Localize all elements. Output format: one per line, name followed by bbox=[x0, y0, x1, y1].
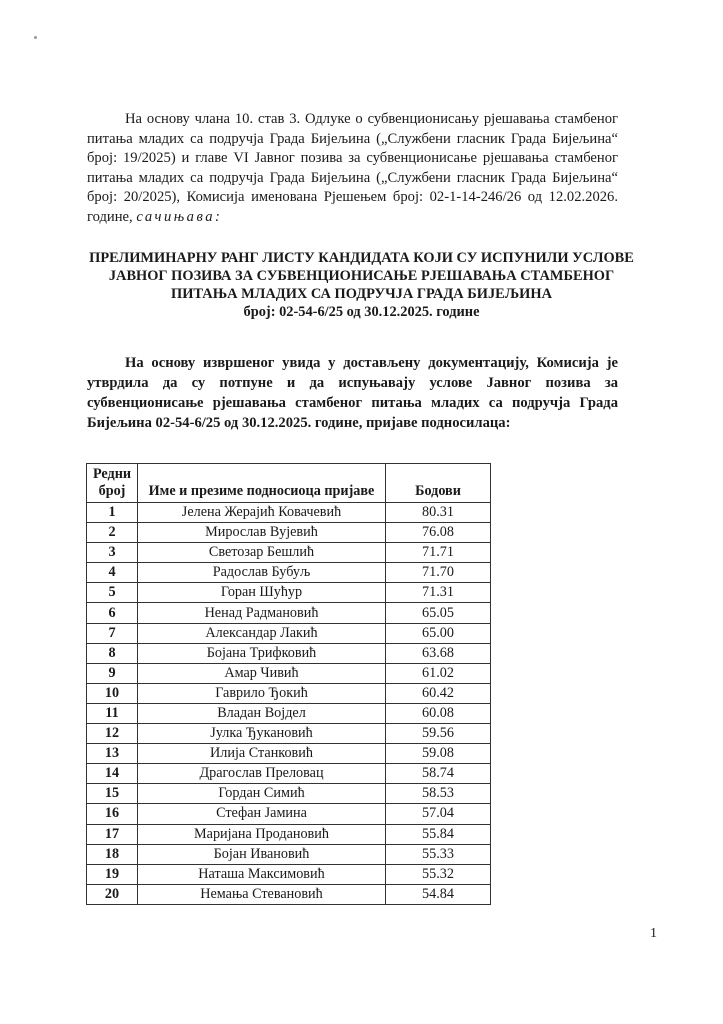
table-row bbox=[87, 583, 491, 603]
points-cell: 71.71 bbox=[386, 543, 491, 563]
rank-cell: 3 bbox=[87, 543, 138, 563]
name-cell: Јулка Ђукановић bbox=[138, 724, 386, 744]
name-cell: Гаврило Ђокић bbox=[138, 683, 386, 703]
points-cell: 59.08 bbox=[386, 744, 491, 764]
intro-text: На основу члана 10. став 3. Одлуке о субвенционисању рјешавања стамбеног питања младих са подручја Града Бијељина („Службени гласник Града Бијељина“ број: 19/2025) и главе VI Јавног позива за субвенционисање рјешавања стамбеног питања младих са подручја Града Бијељина („Службени гласник Града Бијељина“ број: 20/2025), Комисија именована Рјешењем број: 02-1-14-246/26 од 12.02.2026. године, bbox=[87, 111, 618, 225]
name-cell: Владан Војдел bbox=[138, 703, 386, 723]
points-cell: 71.31 bbox=[386, 583, 491, 603]
rank-cell: 11 bbox=[87, 703, 138, 723]
scan-speck bbox=[34, 36, 37, 39]
name-cell: Наташа Максимовић bbox=[138, 864, 386, 884]
table-row bbox=[87, 764, 491, 784]
points-cell: 54.84 bbox=[386, 884, 491, 904]
title-line-2: ЈАВНОГ ПОЗИВА ЗА СУБВЕНЦИОНИСАЊЕ РЈЕШАВАЊА СТАМБЕНОГ bbox=[108, 268, 615, 284]
rank-cell: 9 bbox=[87, 663, 138, 683]
table-row bbox=[87, 623, 491, 643]
header-rank-line-1: Редни bbox=[92, 466, 132, 482]
finding-paragraph: На основу извршеног увида у достављену документацију, Комисија је утврдила да су потпуне и да испуњавају услове Јавног позива за субвенционисање рјешавања стамбеног питања младих са подручја Града Бијељина 02-54-6/25 од 30.12.2025. године, пријаве подносилаца: bbox=[87, 355, 618, 431]
rank-cell: 5 bbox=[87, 583, 138, 603]
intro-spaced-word: сачињава: bbox=[136, 208, 223, 225]
rank-cell: 15 bbox=[87, 784, 138, 804]
header-points: Бодови bbox=[386, 464, 491, 503]
header-rank bbox=[87, 464, 138, 503]
points-cell: 76.08 bbox=[386, 523, 491, 543]
points-cell: 59.56 bbox=[386, 724, 491, 744]
name-cell: Александар Лакић bbox=[138, 623, 386, 643]
name-cell: Гордан Симић bbox=[138, 784, 386, 804]
name-cell: Бојан Ивановић bbox=[138, 844, 386, 864]
points-cell: 61.02 bbox=[386, 663, 491, 683]
points-cell: 58.53 bbox=[386, 784, 491, 804]
header-name: Име и презиме подносиоца пријаве bbox=[138, 464, 386, 503]
points-cell: 71.70 bbox=[386, 563, 491, 583]
rank-cell: 8 bbox=[87, 643, 138, 663]
points-cell: 63.68 bbox=[386, 643, 491, 663]
page-number: 1 bbox=[650, 926, 657, 941]
points-cell: 60.08 bbox=[386, 703, 491, 723]
rank-cell: 18 bbox=[87, 844, 138, 864]
rank-cell: 19 bbox=[87, 864, 138, 884]
rank-cell: 13 bbox=[87, 744, 138, 764]
table-header-row bbox=[87, 464, 491, 503]
name-cell: Мирослав Вујевић bbox=[138, 523, 386, 543]
rank-cell: 20 bbox=[87, 884, 138, 904]
rank-cell: 6 bbox=[87, 603, 138, 623]
table-row bbox=[87, 523, 491, 543]
table-row bbox=[87, 603, 491, 623]
title-line-1: ПРЕЛИМИНАРНУ РАНГ ЛИСТУ КАНДИДАТА КОЈИ СУ ИСПУНИЛИ УСЛОВЕ bbox=[89, 250, 634, 266]
name-cell: Маријана Продановић bbox=[138, 824, 386, 844]
points-cell: 65.05 bbox=[386, 603, 491, 623]
name-cell: Драгослав Преловац bbox=[138, 764, 386, 784]
rank-cell: 12 bbox=[87, 724, 138, 744]
points-cell: 55.33 bbox=[386, 844, 491, 864]
table-row bbox=[87, 744, 491, 764]
points-cell: 80.31 bbox=[386, 503, 491, 523]
name-cell: Бојана Трифковић bbox=[138, 643, 386, 663]
title-line-4: број: 02-54-6/25 од 30.12.2025. године bbox=[243, 304, 480, 320]
header-rank-line-2: број bbox=[98, 483, 126, 499]
table-row bbox=[87, 703, 491, 723]
table-row bbox=[87, 724, 491, 744]
table-row bbox=[87, 663, 491, 683]
ranking-table bbox=[86, 463, 491, 905]
intro-paragraph bbox=[87, 110, 618, 228]
name-cell: Светозар Бешлић bbox=[138, 543, 386, 563]
rank-cell: 4 bbox=[87, 563, 138, 583]
table-row bbox=[87, 683, 491, 703]
rank-cell: 2 bbox=[87, 523, 138, 543]
rank-cell: 10 bbox=[87, 683, 138, 703]
table-row bbox=[87, 804, 491, 824]
points-cell: 55.84 bbox=[386, 824, 491, 844]
points-cell: 55.32 bbox=[386, 864, 491, 884]
rank-cell: 17 bbox=[87, 824, 138, 844]
rank-cell: 7 bbox=[87, 623, 138, 643]
points-cell: 58.74 bbox=[386, 764, 491, 784]
title-line-3: ПИТАЊА МЛАДИХ СА ПОДРУЧЈА ГРАДА БИЈЕЉИНА bbox=[171, 286, 552, 302]
table-row bbox=[87, 864, 491, 884]
table-row bbox=[87, 503, 491, 523]
name-cell: Немања Стевановић bbox=[138, 884, 386, 904]
table-row bbox=[87, 563, 491, 583]
points-cell: 60.42 bbox=[386, 683, 491, 703]
points-cell: 65.00 bbox=[386, 623, 491, 643]
table-row bbox=[87, 543, 491, 563]
name-cell: Горан Шућур bbox=[138, 583, 386, 603]
rank-cell: 16 bbox=[87, 804, 138, 824]
table-row bbox=[87, 784, 491, 804]
table-row bbox=[87, 643, 491, 663]
name-cell: Ненад Радмановић bbox=[138, 603, 386, 623]
name-cell: Јелена Жерајић Ковачевић bbox=[138, 503, 386, 523]
table-row bbox=[87, 824, 491, 844]
name-cell: Радослав Бубуљ bbox=[138, 563, 386, 583]
name-cell: Стефан Јамина bbox=[138, 804, 386, 824]
rank-cell: 14 bbox=[87, 764, 138, 784]
name-cell: Амар Чивић bbox=[138, 663, 386, 683]
name-cell: Илија Станковић bbox=[138, 744, 386, 764]
table-row bbox=[87, 844, 491, 864]
document-title bbox=[60, 249, 663, 321]
points-cell: 57.04 bbox=[386, 804, 491, 824]
rank-cell: 1 bbox=[87, 503, 138, 523]
table-row bbox=[87, 884, 491, 904]
